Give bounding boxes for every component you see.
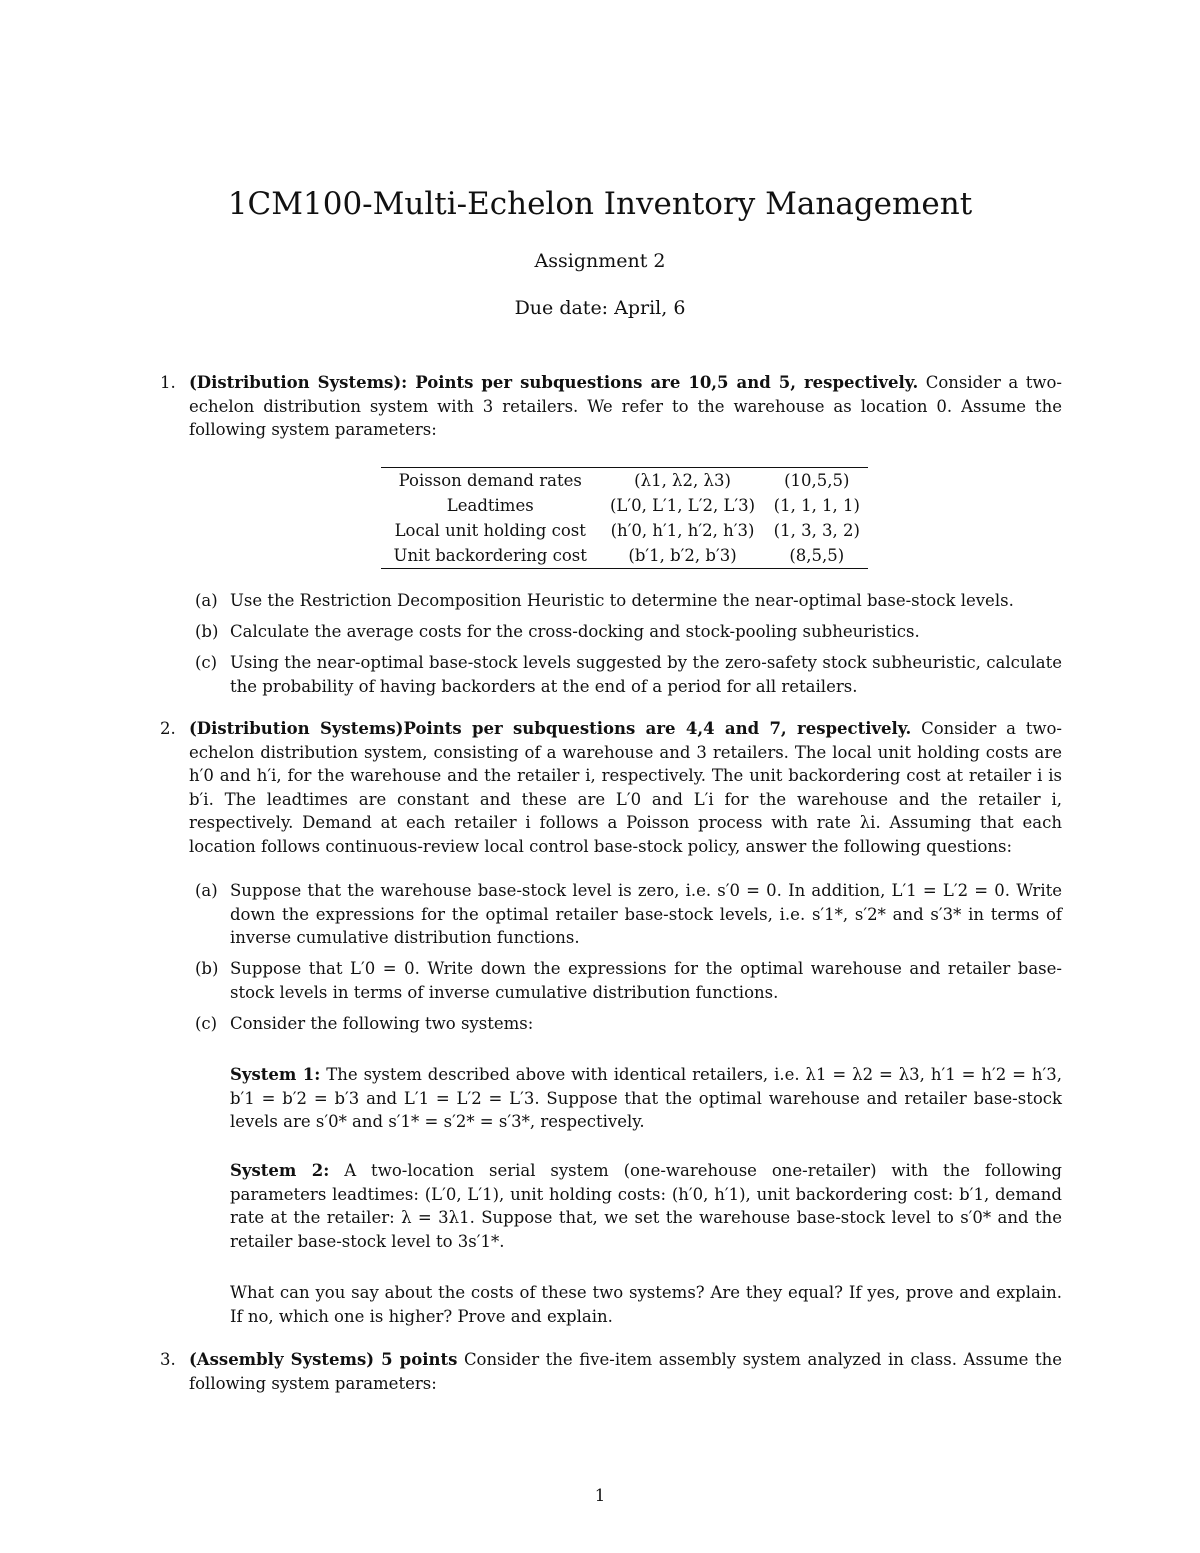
- subquestion-text: Use the Restriction Decomposition Heuristic to determine the near-optimal base-stock levels.: [230, 591, 1014, 610]
- assignment-label: Assignment 2: [534, 250, 666, 272]
- parameter-table: [381, 467, 868, 569]
- question-2: [160, 717, 1062, 858]
- table-cell: (10,5,5): [766, 468, 868, 494]
- subquestion-text: Suppose that L′0 = 0. Write down the expressions for the optimal warehouse and retailer base-stock levels in terms of inverse cumulative distribution functions.: [230, 959, 1062, 1002]
- subquestion-label: (b): [195, 622, 219, 641]
- system-1-text: The system described above with identical retailers, i.e. λ1 = λ2 = λ3, h′1 = h′2 = h′3, b′1 = b′2 = b′3 and L′1 = L′2 = L′3. Suppose that the optimal warehouse and retailer base-stock levels are s′0* and s′1* = s′2* = s′3*, respectively.: [230, 1065, 1063, 1131]
- question-heading: (Distribution Systems)Points per subquestions are 4,4 and 7, respectively.: [189, 719, 912, 738]
- closing-paragraph: What can you say about the costs of these two systems? Are they equal? If yes, prove and explain. If no, which one is higher? Prove and explain.: [230, 1283, 1062, 1326]
- table-cell: (1, 3, 3, 2): [773, 521, 860, 540]
- subquestion-label: (b): [195, 959, 219, 978]
- table-row: [381, 543, 868, 569]
- question-1: [160, 371, 1062, 442]
- subquestion-1b: [195, 620, 1062, 644]
- subquestion-text: Suppose that the warehouse base-stock level is zero, i.e. s′0 = 0. In addition, L′1 = L′2 = 0. Write down the expressions for the optimal retailer base-stock levels, i.e. s′1*, s′2* and s′3* in terms of inverse cumulative distribution functions.: [230, 881, 1062, 947]
- table-cell: Local unit holding cost: [394, 521, 586, 540]
- question-number: 3.: [160, 1350, 176, 1369]
- subquestion-label: (c): [195, 1014, 218, 1033]
- table-cell: Leadtimes: [446, 496, 534, 515]
- table-row: [381, 493, 868, 518]
- question-text: Consider the five-item assembly system analyzed in class. Assume the following system parameters:: [189, 1350, 1063, 1393]
- question-number: 2.: [160, 719, 176, 738]
- subquestion-1c: [195, 651, 1062, 698]
- subquestion-label: (a): [195, 881, 218, 900]
- subquestion-label: (c): [195, 653, 218, 672]
- system-1-heading: System 1:: [230, 1065, 321, 1084]
- subquestion-label: (a): [195, 591, 218, 610]
- subquestion-text: Calculate the average costs for the cross-docking and stock-pooling subheuristics.: [230, 622, 920, 641]
- table-cell: (1, 1, 1, 1): [773, 496, 860, 515]
- question-heading: (Distribution Systems): Points per subquestions are 10,5 and 5, respectively.: [189, 373, 919, 392]
- document-title: 1CM100-Multi-Echelon Inventory Management: [227, 186, 973, 222]
- subquestion-2c: [195, 1012, 1062, 1036]
- question-text: Consider a two-echelon distribution system with 3 retailers. We refer to the warehouse as location 0. Assume the following system parameters:: [189, 373, 1063, 439]
- subquestion-2a: [195, 879, 1062, 950]
- subquestion-1a: [195, 589, 1062, 613]
- table-cell: (h′0, h′1, h′2, h′3): [610, 521, 755, 540]
- question-text: Consider a two-echelon distribution system, consisting of a warehouse and 3 retailers. The local unit holding costs are h′0 and h′i, for the warehouse and the retailer i, respectively. The unit backordering cost at retailer i is b′i. The leadtimes are constant and these are L′0 and L′i for the warehouse and the retailer i, respectively. Demand at each retailer i follows a Poisson process with rate λi. Assuming that each location follows continuous-review local control base-stock policy, answer the following questions:: [189, 719, 1063, 856]
- question-heading: (Assembly Systems) 5 points: [189, 1350, 458, 1369]
- system-2-heading: System 2:: [230, 1161, 330, 1180]
- subquestion-2b: [195, 957, 1062, 1004]
- system-2-text: A two-location serial system (one-warehouse one-retailer) with the following parameters leadtimes: (L′0, L′1), unit holding costs: (h′0, h′1), unit backordering cost: b′1, demand rate at the retailer: λ = 3λ1. Suppose that, we set the warehouse base-stock level to s′0* and the retailer base-stock level to 3s′1*.: [230, 1161, 1062, 1251]
- table-row: [381, 518, 868, 543]
- table-cell: (8,5,5): [766, 543, 868, 569]
- table-cell: Poisson demand rates: [381, 468, 599, 494]
- due-date: Due date: April, 6: [514, 297, 686, 319]
- subquestion-text: Using the near-optimal base-stock levels suggested by the zero-safety stock subheuristic, calculate the probability of having backorders at the end of a period for all retailers.: [230, 653, 1062, 696]
- page-number: 1: [594, 1486, 606, 1505]
- question-3: [160, 1348, 1062, 1395]
- subquestion-text: Consider the following two systems:: [230, 1014, 534, 1033]
- question-number: 1.: [160, 373, 176, 392]
- table-row: [381, 468, 868, 494]
- table-cell: (L′0, L′1, L′2, L′3): [609, 496, 756, 515]
- system-1-paragraph: [230, 1063, 1062, 1134]
- table-cell: Unit backordering cost: [381, 543, 599, 569]
- table-cell: (b′1, b′2, b′3): [599, 543, 765, 569]
- table-cell: (λ1, λ2, λ3): [599, 468, 765, 494]
- system-2-paragraph: [230, 1159, 1062, 1253]
